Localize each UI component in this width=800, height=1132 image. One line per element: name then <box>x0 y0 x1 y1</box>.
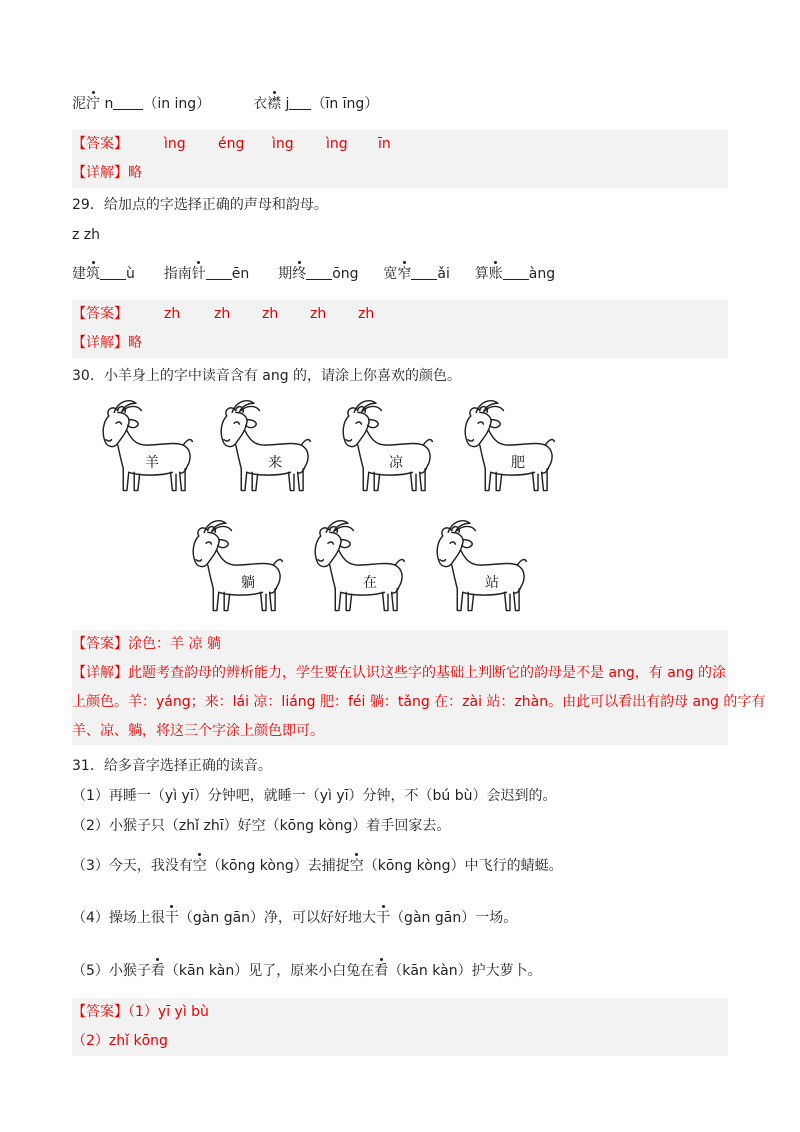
goat-icon <box>458 394 558 498</box>
q28-answer: 【答案】 ìng éng ìng ìng īn <box>72 130 728 159</box>
goat-icon <box>308 514 408 618</box>
q30-title: 30．小羊身上的字中读音含有 ang 的，请涂上你喜欢的颜色。 <box>72 368 462 384</box>
goat-char: 凉 <box>389 455 403 471</box>
q31-item-5: （5）小猴子看（kān kàn）见了，原来小白兔在看（kān kàn）护大萝卜。 <box>72 963 542 979</box>
answer-blank[interactable] <box>206 264 232 280</box>
dotted-char: 筑 <box>86 266 100 282</box>
goat-picture[interactable] <box>336 394 436 498</box>
dotted-char: 襟 <box>267 96 282 112</box>
answer-blank[interactable] <box>411 264 437 280</box>
dotted-char: 看 <box>150 963 165 979</box>
q29-title: 29．给加点的字选择正确的声母和韵母。 <box>72 197 328 213</box>
q31-item-4: （4）操场上很干（gàn gān）净，可以好好地大干（gàn gān）一场。 <box>72 910 518 926</box>
dotted-char: 空 <box>192 858 207 874</box>
q31-answer-2: （2）zhǐ kōng <box>72 1027 728 1056</box>
dotted-char: 泞 <box>86 96 100 112</box>
goat-picture[interactable] <box>96 394 196 498</box>
dotted-char: 窄 <box>397 266 412 282</box>
q31-item-1: （1）再睡一（yì yī）分钟吧，就睡一（yì yī）分钟，不（bú bù）会迟到的。 <box>72 788 557 804</box>
answer-blank[interactable] <box>503 264 529 280</box>
goat-icon <box>214 394 314 498</box>
answer-blank[interactable] <box>113 94 143 110</box>
goat-picture[interactable] <box>308 514 408 618</box>
q29-items: 建筑 ù 指南针 ēn 期终 ōng 宽窄 ǎi 算账 àng <box>72 266 556 282</box>
q28-items: 泥泞 n （in ing） 衣襟 j （īn īng） <box>72 96 379 112</box>
goat-picture[interactable] <box>458 394 558 498</box>
dotted-char: 看 <box>374 963 389 979</box>
q29-explain: 【详解】略 <box>72 329 728 358</box>
dotted-char: 账 <box>488 266 503 282</box>
q29-answer: 【答案】 zh zh zh zh zh <box>72 300 728 329</box>
goat-icon <box>96 394 196 498</box>
dotted-char: 空 <box>349 858 364 874</box>
goat-char: 羊 <box>145 455 159 471</box>
dotted-char: 干 <box>164 910 179 926</box>
q30-answer: 【答案】涂色：羊 凉 躺 <box>72 630 728 659</box>
answer-blank[interactable] <box>100 264 126 280</box>
goat-char: 在 <box>363 575 377 591</box>
goat-icon <box>430 514 530 618</box>
q31-item-2: （2）小猴子只（zhǐ zhī）好空（kōng kòng）着手回家去。 <box>72 818 451 834</box>
answer-blank[interactable] <box>289 94 311 110</box>
goat-picture[interactable] <box>186 514 286 618</box>
answer-blank[interactable] <box>306 264 332 280</box>
q31-item-3: （3）今天，我没有空（kōng kòng）去捕捉空（kōng kòng）中飞行的蜻蜓。 <box>72 858 563 874</box>
dotted-char: 终 <box>292 266 307 282</box>
goat-char: 肥 <box>511 455 525 471</box>
goat-icon <box>336 394 436 498</box>
q30-explain: 【详解】此题考查韵母的辨析能力，学生要在认识这些字的基础上判断它的韵母是不是 ang，有 ang 的涂 上颜色。羊：yáng；来：lái 凉：liáng 肥：féi 躺：tǎng 在：zài 站：zhàn。由此可以看出有韵母 ang 的字有 羊、凉、躺，将这三个字涂上颜色即可。 <box>72 659 728 745</box>
goat-char: 躺 <box>241 575 255 591</box>
dotted-char: 干 <box>376 910 391 926</box>
goat-icon <box>186 514 286 618</box>
goat-picture[interactable] <box>430 514 530 618</box>
q31-answer: 【答案】（1）yī yì bù <box>72 998 728 1027</box>
goat-char: 站 <box>485 575 499 591</box>
q29-options: z zh <box>72 227 101 243</box>
q28-explain: 【详解】略 <box>72 159 728 188</box>
goat-picture[interactable] <box>214 394 314 498</box>
goat-char: 来 <box>268 455 282 471</box>
q31-title: 31．给多音字选择正确的读音。 <box>72 758 272 774</box>
dotted-char: 针 <box>191 266 206 282</box>
